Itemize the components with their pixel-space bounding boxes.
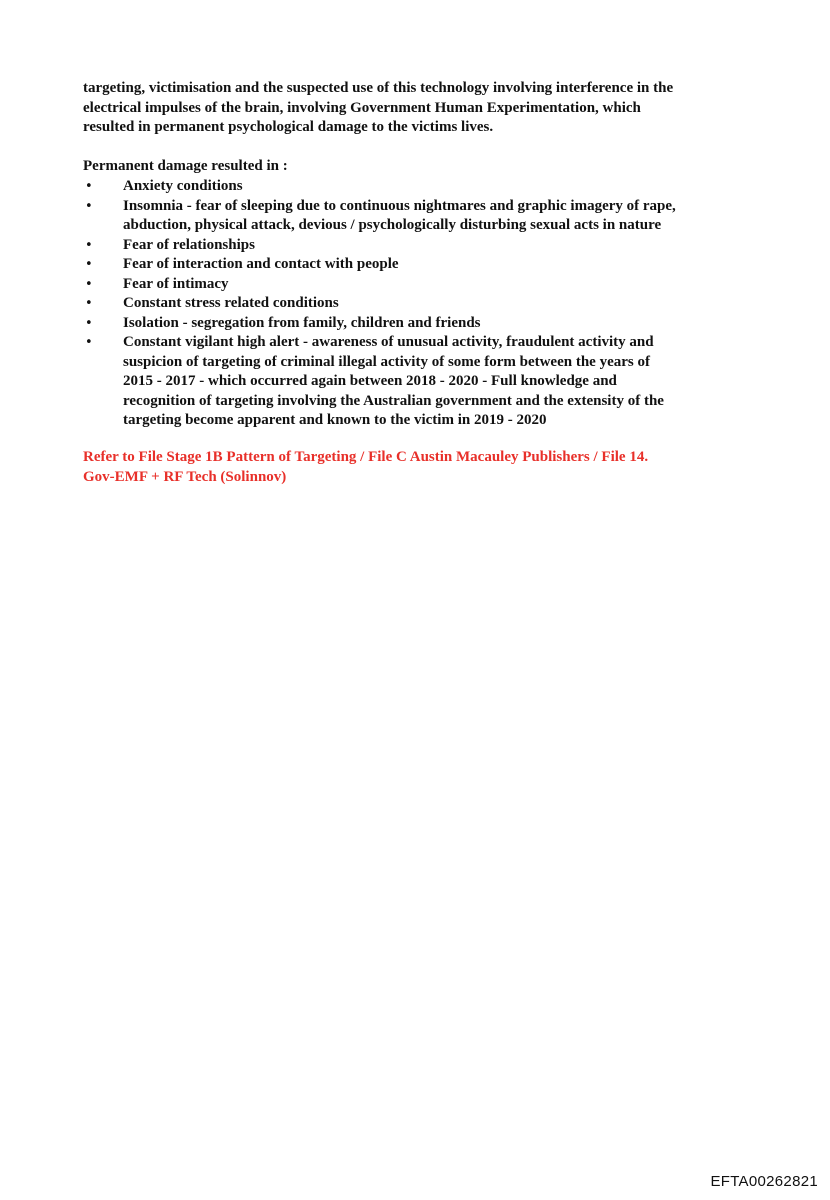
list-item-text: Fear of relationships [123,236,255,253]
bullet-icon: • [85,276,93,292]
list-item-text: recognition of targeting involving the Australian government and the extensity of the [123,392,664,409]
bullet-icon: • [85,179,93,194]
list-item [83,255,753,275]
bullet-icon: • [85,296,93,311]
list-item-text: targeting become apparent and known to the victim in 2019 - 2020 [123,412,547,428]
list-item [83,314,753,334]
list-item-text: Fear of intimacy [123,275,229,292]
intro-line: targeting, victimisation and the suspected use of this technology involving interference in the [83,80,674,96]
bullet-icon: • [85,335,93,350]
intro-line: resulted in permanent psychological damage to the victims lives. [83,119,494,135]
intro-line: electrical impulses of the brain, involving Government Human Experimentation, which [83,99,641,116]
bullet-icon: • [85,237,93,253]
list-item-text: Fear of interaction and contact with people [123,256,399,272]
list-item [83,236,753,256]
reference-line: Gov-EMF + RF Tech (Solinnov) [83,468,287,485]
list-item-text: Constant stress related conditions [123,295,339,311]
document-id: EFTA00262821 [710,1173,818,1190]
list-item-text: abduction, physical attack, devious / psychologically disturbing sexual acts in nature [123,217,662,233]
damage-heading: Permanent damage resulted in : [83,158,288,174]
file-reference [83,448,763,487]
damage-list [83,177,753,431]
list-item [83,294,753,314]
list-item-text: suspicion of targeting of criminal illegal activity of some form between the years of [123,353,650,370]
list-item-text: Insomnia - fear of sleeping due to continuous nightmares and graphic imagery of rape, [123,197,676,214]
list-item-text: 2015 - 2017 - which occurred again between 2018 - 2020 - Full knowledge and [123,373,617,389]
list-item [83,177,753,197]
intro-paragraph [83,79,753,138]
bullet-icon: • [85,198,93,214]
list-item-text: Anxiety conditions [123,178,243,194]
list-item-text: Constant vigilant high alert - awareness of unusual activity, fraudulent activity and [123,334,654,350]
bullet-icon: • [85,315,93,331]
reference-line: Refer to File Stage 1B Pattern of Targeting / File C Austin Macauley Publishers / File 14. [83,449,649,465]
list-item [83,275,753,295]
list-item-text: Isolation - segregation from family, children and friends [123,314,481,331]
list-item [83,197,753,236]
bullet-icon: • [85,257,93,272]
list-item [83,333,753,431]
